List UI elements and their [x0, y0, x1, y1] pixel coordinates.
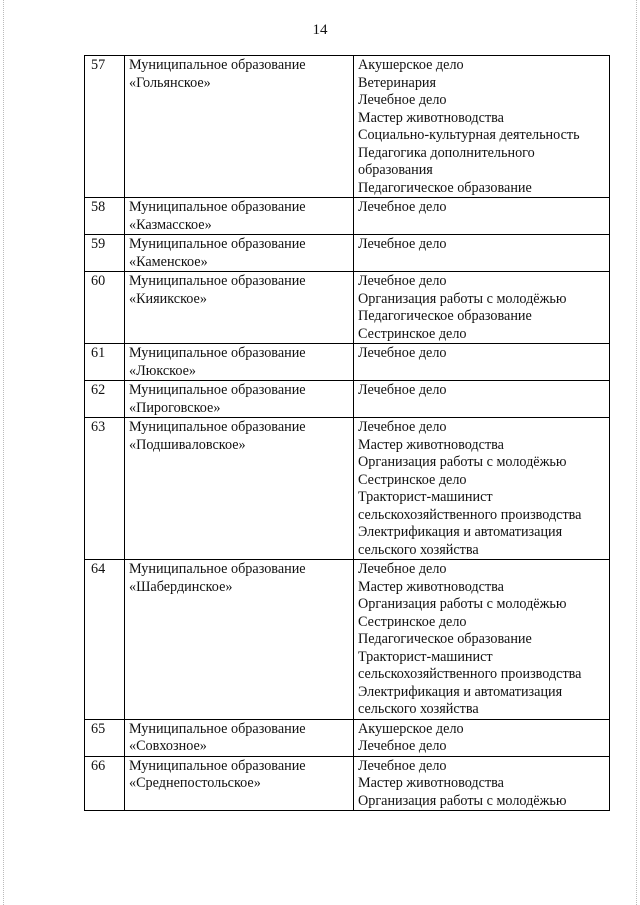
- specialty-item: Организация работы с молодёжью: [358, 454, 567, 470]
- specialty-item: Лечебное дело: [358, 561, 447, 577]
- municipality-cell: [125, 756, 354, 811]
- municipality-cell: [125, 418, 354, 560]
- table-row: [85, 235, 610, 272]
- specialty-item: Организация работы с молодёжью: [358, 290, 567, 307]
- specialty-item: Педагогическое образование: [358, 179, 532, 196]
- row-number: 61: [85, 344, 125, 381]
- municipality-name-line: Муниципальное образование: [129, 561, 306, 577]
- municipality-name-line: Муниципальное образование: [129, 57, 306, 73]
- specialty-item: Лечебное дело: [358, 419, 447, 435]
- specialties-cell: [354, 198, 610, 235]
- table-row: [85, 272, 610, 344]
- table-row: [85, 560, 610, 720]
- table-row: [85, 344, 610, 381]
- specialty-item: Тракторист-машинист сельскохозяйственного производства: [358, 489, 582, 523]
- table-row: [85, 719, 610, 756]
- specialty-item: Организация работы с молодёжью: [358, 792, 567, 809]
- table-body: [85, 56, 610, 811]
- municipality-name-line: «Казмасское»: [129, 216, 212, 233]
- specialty-item: Мастер животноводства: [358, 109, 504, 126]
- municipality-cell: [125, 381, 354, 418]
- specialty-item: Педагогика дополнительного образования: [358, 144, 535, 178]
- municipality-cell: [125, 344, 354, 381]
- specialty-item: Тракторист-машинист сельскохозяйственного производства: [358, 648, 582, 682]
- municipality-name-line: «Кияикское»: [129, 290, 207, 307]
- specialty-item: Сестринское дело: [358, 471, 467, 488]
- specialties-cell: [354, 381, 610, 418]
- left-edge-mark: [3, 0, 5, 905]
- specialties-cell: [354, 560, 610, 720]
- specialty-item: Лечебное дело: [358, 738, 447, 754]
- specialties-cell: [354, 719, 610, 756]
- municipality-cell: [125, 198, 354, 235]
- specialty-item: Электрификация и автоматизация сельского хозяйства: [358, 524, 563, 558]
- row-number: 65: [85, 719, 125, 756]
- specialty-item: Сестринское дело: [358, 325, 467, 342]
- specialties-cell: [354, 344, 610, 381]
- municipality-specialties-table: [84, 55, 610, 811]
- municipality-cell: [125, 56, 354, 198]
- specialty-item: Лечебное дело: [358, 382, 447, 398]
- specialty-item: Ветеринария: [358, 74, 437, 91]
- municipality-name-line: «Шабердинское»: [129, 578, 233, 595]
- specialty-item: Лечебное дело: [358, 757, 447, 774]
- specialty-item: Лечебное дело: [358, 199, 447, 215]
- specialty-item: Лечебное дело: [358, 92, 447, 108]
- municipality-name-line: «Совхозное»: [129, 738, 207, 754]
- municipality-cell: [125, 719, 354, 756]
- municipality-name-line: «Гольянское»: [129, 74, 211, 91]
- specialty-item: Мастер животноводства: [358, 578, 504, 595]
- specialty-item: Социально-культурная деятельность: [358, 127, 580, 143]
- table-row: [85, 198, 610, 235]
- row-number: 59: [85, 235, 125, 272]
- row-number: 63: [85, 418, 125, 560]
- row-number: 62: [85, 381, 125, 418]
- row-number: 57: [85, 56, 125, 198]
- specialty-item: Педагогическое образование: [358, 308, 532, 324]
- specialty-item: Сестринское дело: [358, 613, 467, 630]
- municipality-name-line: Муниципальное образование: [129, 345, 306, 361]
- specialty-item: Организация работы с молодёжью: [358, 596, 567, 612]
- table-row: [85, 418, 610, 560]
- row-number: 60: [85, 272, 125, 344]
- municipality-name-line: Муниципальное образование: [129, 382, 306, 398]
- municipality-cell: [125, 560, 354, 720]
- right-edge-mark: [636, 0, 638, 905]
- municipality-cell: [125, 235, 354, 272]
- municipality-name-line: «Люкское»: [129, 362, 196, 379]
- row-number: 58: [85, 198, 125, 235]
- specialties-cell: [354, 418, 610, 560]
- specialty-item: Лечебное дело: [358, 236, 447, 252]
- municipality-cell: [125, 272, 354, 344]
- specialty-item: Акушерское дело: [358, 720, 464, 737]
- municipality-name-line: Муниципальное образование: [129, 757, 306, 774]
- specialties-cell: [354, 272, 610, 344]
- specialties-cell: [354, 235, 610, 272]
- municipality-name-line: «Среднепостольское»: [129, 775, 261, 791]
- specialties-cell: [354, 56, 610, 198]
- page-number: 14: [312, 22, 328, 38]
- row-number: 66: [85, 756, 125, 811]
- specialty-item: Мастер животноводства: [358, 436, 504, 453]
- table-row: [85, 381, 610, 418]
- specialty-item: Педагогическое образование: [358, 631, 532, 647]
- municipality-name-line: Муниципальное образование: [129, 720, 306, 737]
- municipality-name-line: Муниципальное образование: [129, 273, 306, 289]
- specialty-item: Электрификация и автоматизация сельского хозяйства: [358, 683, 563, 717]
- specialties-cell: [354, 756, 610, 811]
- municipality-name-line: Муниципальное образование: [129, 236, 306, 252]
- specialty-item: Мастер животноводства: [358, 775, 504, 791]
- specialty-item: Акушерское дело: [358, 57, 464, 73]
- table-row: [85, 756, 610, 811]
- row-number: 64: [85, 560, 125, 720]
- municipality-name-line: «Пироговское»: [129, 399, 221, 416]
- specialty-item: Лечебное дело: [358, 345, 447, 361]
- municipality-name-line: Муниципальное образование: [129, 419, 306, 435]
- municipality-name-line: «Подшиваловское»: [129, 436, 246, 453]
- specialty-item: Лечебное дело: [358, 273, 447, 289]
- municipality-name-line: Муниципальное образование: [129, 199, 306, 215]
- table-row: [85, 56, 610, 198]
- municipality-name-line: «Каменское»: [129, 253, 208, 270]
